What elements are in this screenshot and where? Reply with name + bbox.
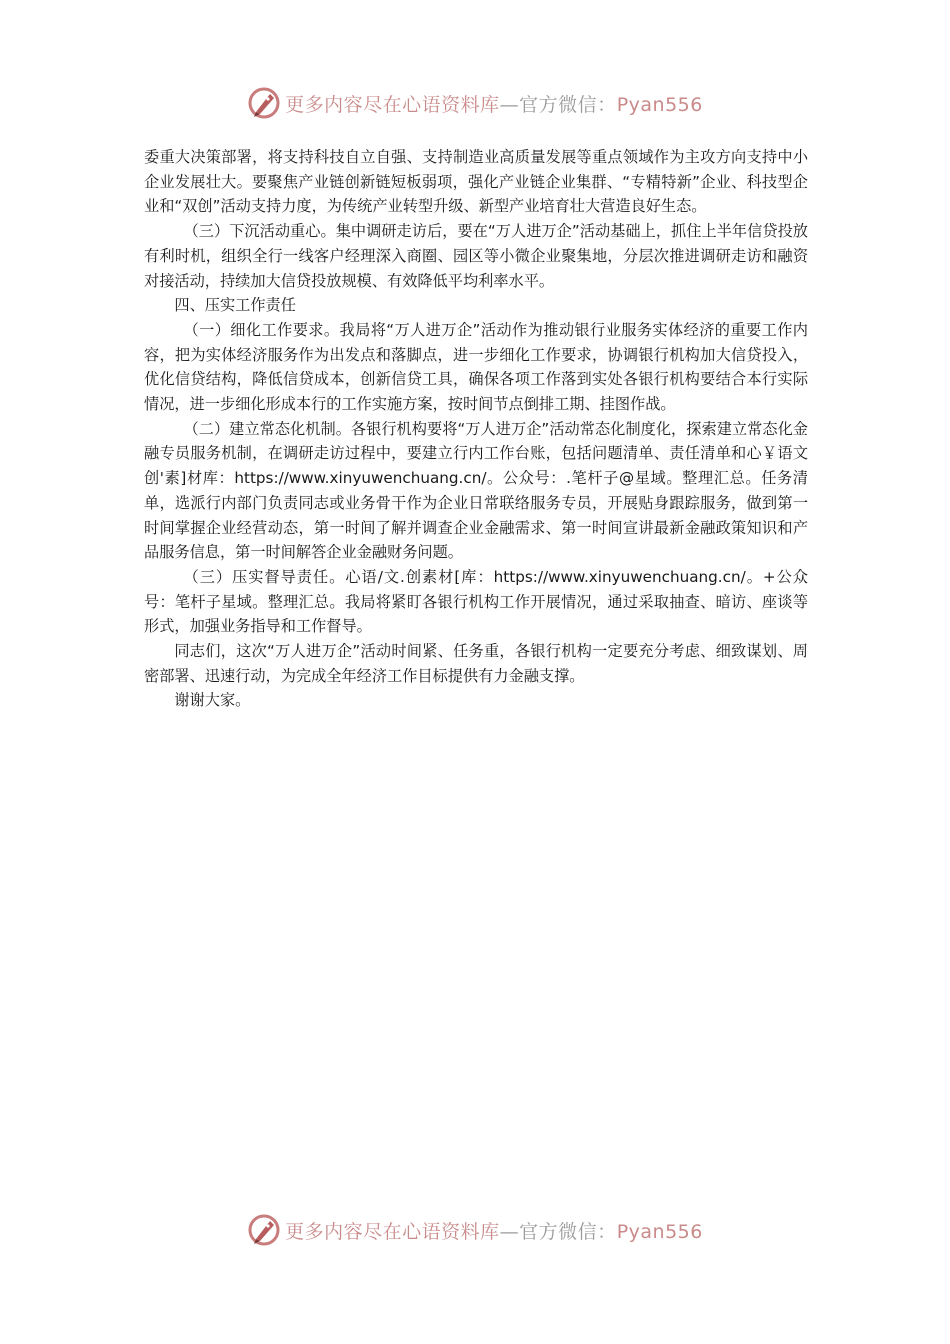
pen-nib-seal-icon (247, 86, 281, 120)
header-watermark-banner (0, 83, 950, 123)
pen-nib-seal-icon (247, 1213, 281, 1247)
banner-separator: — (499, 93, 520, 116)
banner-wechat-id: Pyan556 (616, 93, 703, 116)
banner-wechat-id: Pyan556 (616, 1220, 703, 1243)
paragraph-2: （三）下沉活动重心。集中调研走访后，要在“万人进万企”活动基础上，抓住上半年信贷投放有利时机，组织全行一线客户经理深入商圈、园区等小微企业聚集地，分层次推进调研走访和融资对接活动，持续加大信贷投放规模、有效降低平均利率水平。 (144, 222, 808, 290)
paragraph-5: （二）建立常态化机制。各银行机构要将“万人进万企”活动常态化制度化，探索建立常态化金融专员服务机制，在调研走访过程中，要建立行内工作台账，包括问题清单、责任清单和心￥语文创'素]材库：https://www.xinyuwenchuang.cn/。公众号：.笔杆子@星域。整理汇总。任务清单，选派行内部门负责同志或业务骨干作为企业日常联络服务专员，开展贴身跟踪服务，做到第一时间掌握企业经营动态，第一时间了解并调查企业金融需求、第一时间宣讲最新金融政策知识和产品服务信息，第一时间解答企业金融财务问题。 (144, 419, 808, 562)
section-heading: 四、压实工作责任 (174, 296, 296, 315)
banner-brand: 更多内容尽在心语资料库 (285, 1220, 500, 1243)
paragraph-7: 同志们，这次“万人进万企”活动时间紧、任务重，各银行机构一定要充分考虑、细致谋划、周密部署、迅速行动，为完成全年经济工作目标提供有力金融支撑。 (144, 642, 808, 685)
banner-separator: — (499, 1220, 520, 1243)
document-body (144, 145, 808, 713)
banner-brand: 更多内容尽在心语资料库 (285, 93, 500, 116)
footer-watermark-banner (0, 1210, 950, 1250)
banner-text (285, 1217, 703, 1244)
paragraph-1: 委重大决策部署，将支持科技自立自强、支持制造业高质量发展等重点领域作为主攻方向支持中小企业发展壮大。要聚焦产业链创新链短板弱项，强化产业链企业集群、“专精特新”企业、科技型企业和“双创”活动支持力度，为传统产业转型升级、新型产业培育壮大营造良好生态。 (144, 148, 808, 216)
banner-text (285, 90, 703, 117)
closing-line: 谢谢大家。 (174, 691, 251, 710)
paragraph-6: （三）压实督导责任。心语/文.创素材[库：https://www.xinyuwenchuang.cn/。+公众号：笔杆子星域。整理汇总。我局将紧盯各银行机构工作开展情况，通过采取抽查、暗访、座谈等形式，加强业务指导和工作督导。 (144, 567, 808, 636)
banner-official-label: 官方微信： (519, 1220, 617, 1243)
banner-official-label: 官方微信： (519, 93, 617, 116)
paragraph-4: （一）细化工作要求。我局将“万人进万企”活动作为推动银行业服务实体经济的重要工作内容，把为实体经济服务作为出发点和落脚点，进一步细化工作要求，协调银行机构加大信贷投入，优化信贷结构，降低信贷成本，创新信贷工具，确保各项工作落到实处各银行机构要结合本行实际情况，进一步细化形成本行的工作实施方案，按时间节点倒排工期、挂图作战。 (144, 320, 808, 414)
